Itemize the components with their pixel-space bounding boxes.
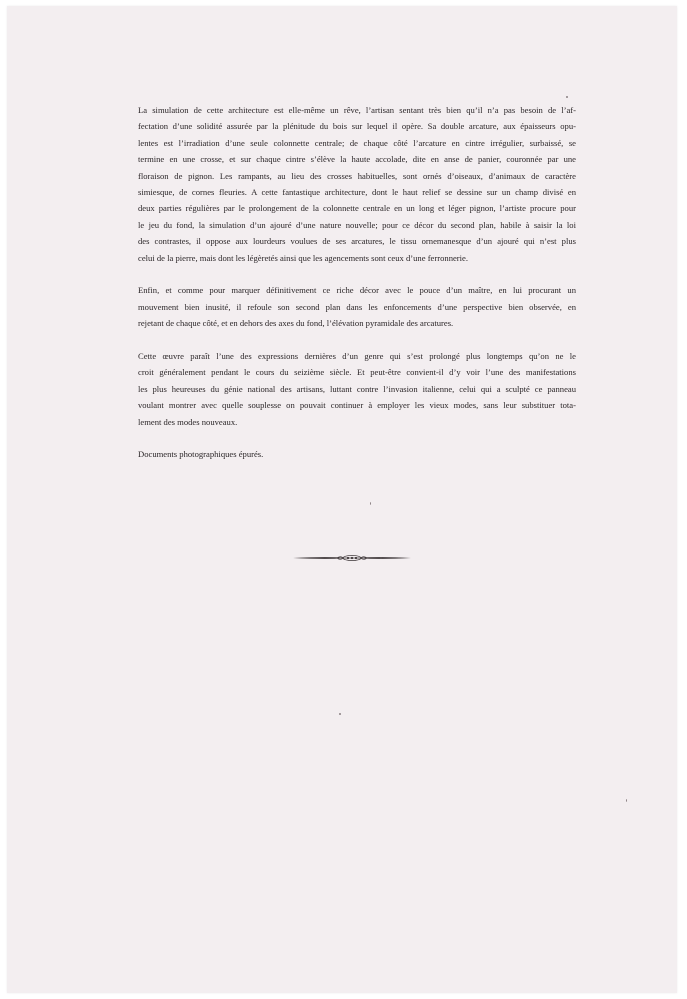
text-line: voulant montrer avec quelle souplesse on pouvait continuer à employer les vieux modes, sans leur substituer tota- — [138, 400, 576, 411]
text-line: termine en une crosse, et sur chaque cintre s’élève la haute accolade, dite en anse de panier, couronnée par une — [138, 154, 576, 165]
text-line: simiesque, de cornes fleuries. A cette fantastique architecture, dont le haut relief se dessine sur un champ divisé en — [138, 187, 576, 198]
text-line: Enfin, et comme pour marquer définitivement ce riche décor avec le pouce d’un maître, en lui procurant un — [138, 285, 576, 296]
photo-credit-caption: Documents photographiques épurés. — [138, 449, 264, 460]
paper-speck — [626, 799, 627, 802]
text-line: La simulation de cette architecture est elle-même un rêve, l’artisan sentant très bien qu’il n’a pas besoin de l’af- — [138, 105, 576, 115]
text-line: fectation d’une solidité assurée par la plénitude du bois sur lequel il opère. Sa double arcature, aux épaisseurs opu- — [138, 121, 576, 132]
text-line: lement des modes nouveaux. — [138, 416, 238, 427]
paragraph-3 — [138, 348, 576, 430]
text-line: floraison de pignon. Les rampants, au lieu des crosses habituelles, sont ornés d’oiseaux, d’animaux de caractère — [138, 170, 576, 181]
text-line: mouvement bien inusité, il refoule son second plan dans les enfoncements d’une perspective bien observée, en — [138, 301, 576, 312]
paper-speck — [370, 502, 371, 505]
text-line: les plus heureuses du génie national des artisans, luttant contre l’invasion italienne, celui qui a sculpté ce panneau — [138, 383, 576, 394]
text-line: celui de la pierre, mais dont les légèretés ainsi que les agencements sont ceux d’une ferronnerie. — [138, 252, 469, 263]
text-line: croit généralement pendant le cours du seizième siècle. Et peut-être convient-il d’y voir l’une des manifestations — [138, 367, 576, 378]
body-text — [138, 102, 576, 463]
text-line: deux parties régulières par le prolongement de la colonnette centrale en un long et léger pignon, l’artiste procure pour — [138, 203, 576, 214]
paragraph-1 — [138, 102, 576, 266]
paper-speck — [566, 96, 568, 98]
text-line: rejetant de chaque côté, et en dehors des axes du fond, l’élévation pyramidale des arcatures. — [138, 318, 454, 329]
text-line: Cette œuvre paraît l’une des expressions dernières d’un genre qui s’est prolongé plus longtemps qu’on ne le — [138, 351, 576, 362]
tailpiece-rule-ornament-icon — [293, 553, 411, 563]
text-line: des contrastes, il oppose aux lourdeurs voulues de ses arcatures, le tissu ornemanesque d’un ajouré qui n’est plus — [138, 236, 576, 247]
text-line: lentes est l’irradiation d’une seule colonnette centrale; de chaque côté l’arcature en cintre irrégulier, surbaissé, se — [138, 137, 576, 148]
text-line: le jeu du fond, la simulation d’un ajouré d’une nature nouvelle; pour ce décor du second plan, habile à saisir la loi — [138, 219, 576, 230]
paper-speck — [339, 713, 341, 715]
paragraph-2 — [138, 282, 576, 331]
